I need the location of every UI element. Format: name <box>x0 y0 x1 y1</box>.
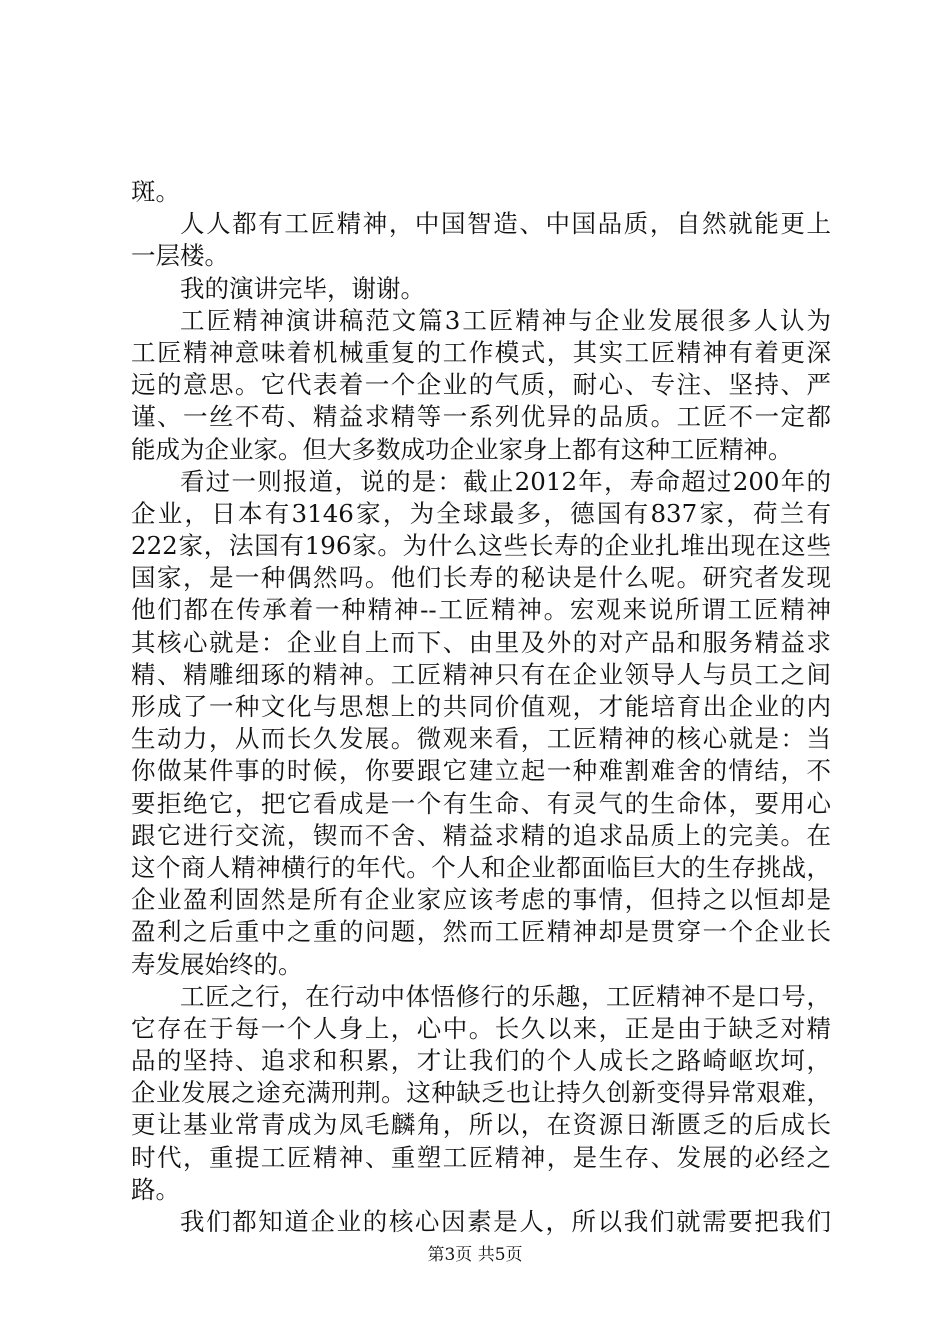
text-line: 更让基业常青成为凤毛麟角，所以，在资源日渐匮乏的后成长 <box>131 1110 831 1140</box>
text-line: 人人都有工匠精神，中国智造、中国品质，自然就能更上 <box>180 209 831 239</box>
text-line: 远的意思。它代表着一个企业的气质，耐心、专注、坚持、严 <box>131 370 831 400</box>
text-line: 要拒绝它，把它看成是一个有生命、有灵气的生命体，要用心 <box>131 788 831 818</box>
text-line: 精、精雕细琢的精神。工匠精神只有在企业领导人与员工之间 <box>131 659 831 689</box>
text-line: 一层楼。 <box>131 241 229 271</box>
text-line: 谨、一丝不苟、精益求精等一系列优异的品质。工匠不一定都 <box>131 402 831 432</box>
document-body <box>131 176 831 1238</box>
text-line: 企业盈利固然是所有企业家应该考虑的事情，但持之以恒却是 <box>131 885 831 915</box>
text-line: 工匠精神意味着机械重复的工作模式，其实工匠精神有着更深 <box>131 337 831 367</box>
text-line: 跟它进行交流，锲而不舍、精益求精的追求品质上的完美。在 <box>131 820 831 850</box>
text-line: 他们都在传承着一种精神--工匠精神。宏观来说所谓工匠精神 <box>131 595 831 625</box>
text-line: 路。 <box>131 1174 180 1204</box>
text-line: 形成了一种文化与思想上的共同价值观，才能培育出企业的内 <box>131 692 831 721</box>
text-line: 盈利之后重中之重的问题，然而工匠精神却是贯穿一个企业长 <box>131 917 831 947</box>
text-line: 斑。 <box>131 177 180 206</box>
text-line: 222家，法国有196家。为什么这些长寿的企业扎堆出现在这些 <box>131 531 831 561</box>
text-line: 它存在于每一个人身上，心中。长久以来，正是由于缺乏对精 <box>131 1013 831 1043</box>
page-number-footer: 第3页 共5页 <box>427 1245 523 1265</box>
text-line: 企业，日本有3146家，为全球最多，德国有837家，荷兰有 <box>131 498 831 528</box>
text-line: 工匠精神演讲稿范文篇3工匠精神与企业发展很多人认为 <box>180 305 831 335</box>
text-line: 品的坚持、追求和积累，才让我们的个人成长之路崎岖坎坷， <box>131 1046 831 1076</box>
text-line: 其核心就是：企业自上而下、由里及外的对产品和服务精益求 <box>131 627 831 657</box>
text-line: 能成为企业家。但大多数成功企业家身上都有这种工匠精神。 <box>131 434 793 464</box>
text-line: 时代，重提工匠精神、重塑工匠精神，是生存、发展的必经之 <box>131 1142 831 1172</box>
text-line: 我们都知道企业的核心因素是人，所以我们就需要把我们 <box>180 1207 831 1236</box>
text-line: 这个商人精神横行的年代。个人和企业都面临巨大的生存挑战， <box>131 852 831 882</box>
text-line: 工匠之行，在行动中体悟修行的乐趣，工匠精神不是口号， <box>180 981 831 1011</box>
text-line: 国家，是一种偶然吗。他们长寿的秘诀是什么呢。研究者发现 <box>131 563 831 593</box>
text-line: 我的演讲完毕，谢谢。 <box>180 273 425 303</box>
text-line: 企业发展之途充满刑荆。这种缺乏也让持久创新变得异常艰难， <box>131 1078 831 1108</box>
text-line: 生动力，从而长久发展。微观来看，工匠精神的核心就是：当 <box>131 724 831 754</box>
text-line: 看过一则报道，说的是：截止2012年，寿命超过200年的 <box>180 466 831 496</box>
text-line: 你做某件事的时候，你要跟它建立起一种难割难舍的情结，不 <box>131 756 831 786</box>
text-line: 寿发展始终的。 <box>131 949 303 979</box>
